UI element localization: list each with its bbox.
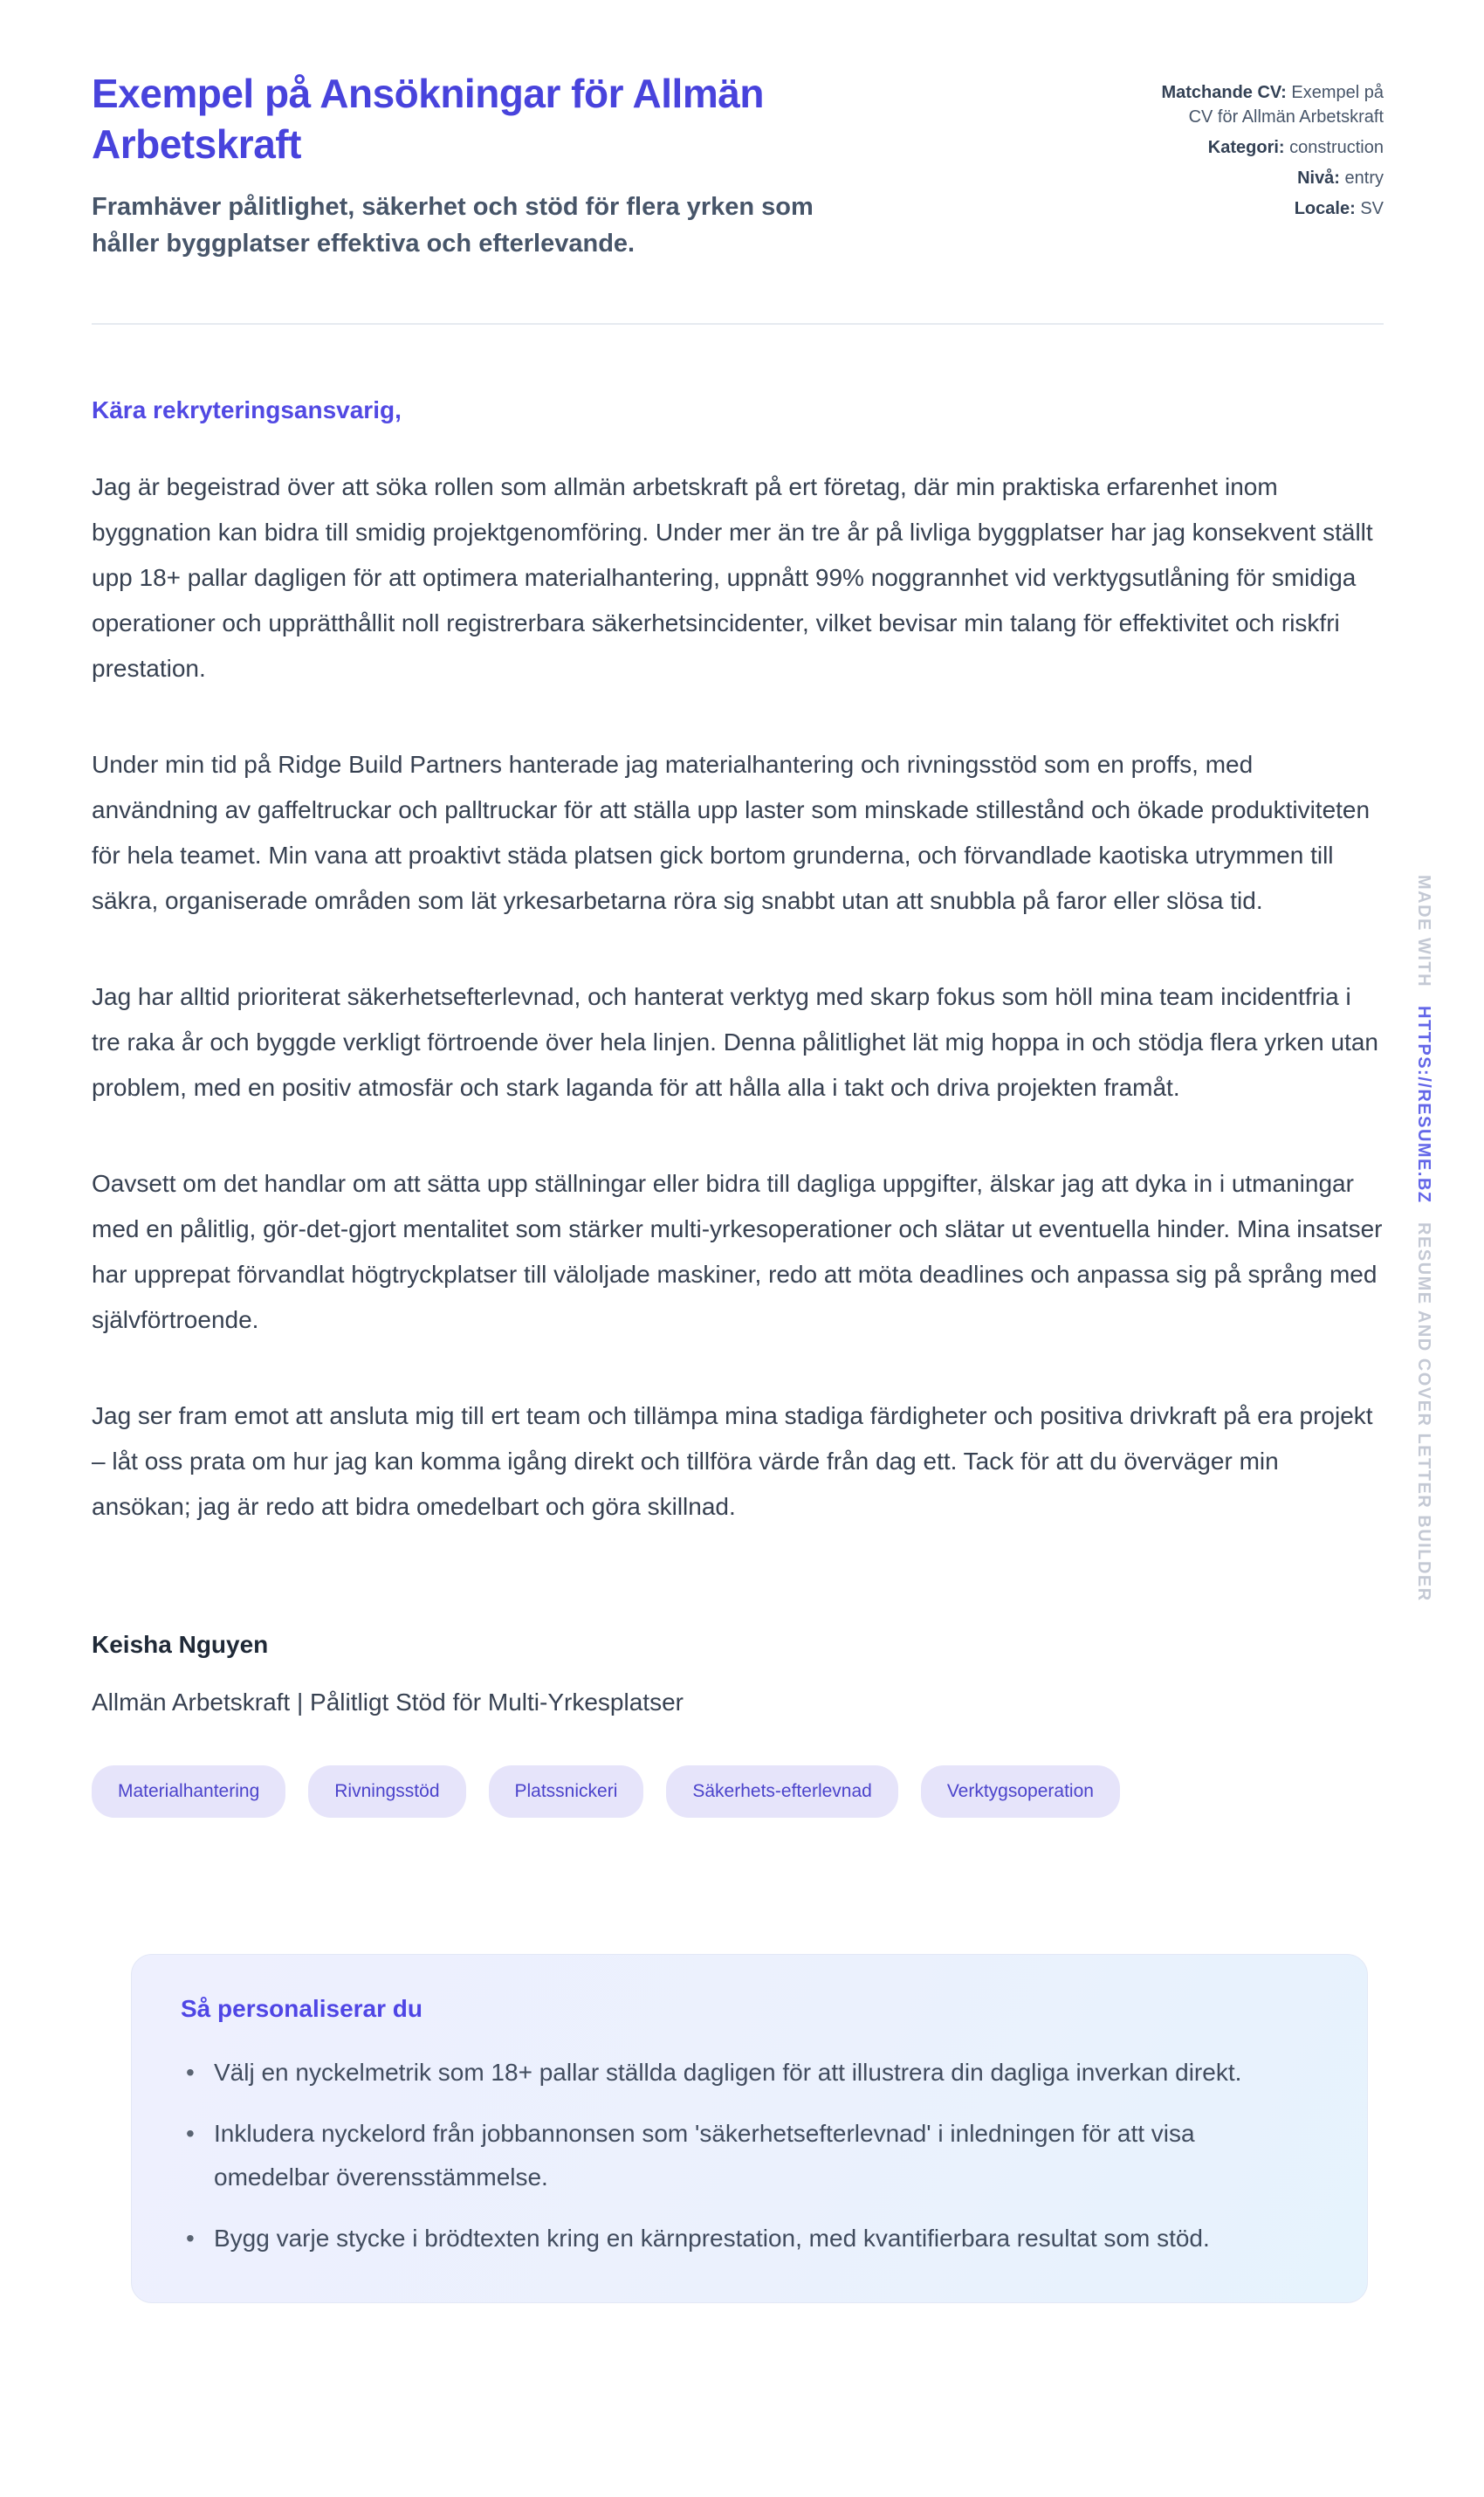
tip-item: • Välj en nyckelmetrik som 18+ pallar ställda dagligen för att illustrera din dagliga inverkan direkt. (181, 2051, 1263, 2095)
page-title: Exempel på Ansökningar för Allmän Arbetskraft (92, 71, 764, 167)
meta-value: entry (1344, 169, 1384, 188)
tag-pill: Rivningsstöd (308, 1765, 465, 1818)
letter-greeting: Kära rekryteringsansvarig, (92, 396, 402, 423)
tips-card (131, 1954, 1368, 2303)
meta-row-category (1146, 135, 1384, 160)
tag-pill: Säkerhets-efterlevnad (666, 1765, 897, 1818)
letter-paragraph: Under min tid på Ridge Build Partners hanterade jag materialhantering och rivningsstöd som en proffs, med användning av gaffeltruckar och palltruckar för att ställa upp laster som minskade stillestånd och ökade produktiviteten för hela teamet. Min vana att proaktivt städa platsen gick bortom grunderna, och förvandlade kaotiska utrymmen till säkra, organiserade områden som lät yrkesarbetarna röra sig snabbt utan att snubbla på faror eller slösa tid. (92, 751, 1371, 914)
cover-letter (92, 388, 1384, 2303)
tip-item: • Bygg varje stycke i brödtexten kring en kärnprestation, med kvantifierbara resultat som stöd. (181, 2217, 1263, 2260)
page-subtitle: Framhäver pålitlighet, säkerhet och stöd för flera yrken som håller byggplatser effektiva och efterlevande. (92, 193, 814, 258)
tags-list (92, 1765, 1384, 1818)
meta-value: SV (1360, 199, 1384, 218)
tips-list (181, 2051, 1311, 2260)
signature-name: Keisha Nguyen (92, 1631, 269, 1658)
meta-row-level (1146, 166, 1384, 190)
letter-paragraph: Oavsett om det handlar om att sätta upp ställningar eller bidra till dagliga uppgifter, älskar jag att dyka in i utmaningar med en pålitlig, gör-det-gjort mentalitet som stärker multi-yrkesoperationer och slätar ut eventuella hinder. Mina insatser har upprepat förvandlat högtryckplatser till väloljade maskiner, redo att möta deadlines och anpassa sig på språng med självförtroende. (92, 1170, 1383, 1333)
tag-pill: Materialhantering (92, 1765, 285, 1818)
letter-paragraph: Jag är begeistrad över att söka rollen som allmän arbetskraft på ert företag, där min praktiska erfarenhet inom byggnation kan bidra till smidig projektgenomföring. Under mer än tre år på livliga byggplatser har jag konsekvent ställt upp 18+ pallar dagligen för att optimera materialhantering, uppnått 99% noggrannhet vid verktygsutlåning för smidiga operationer och upprätthållit noll registrerbara säkerhetsincidenter, vilket bevisar min talang för effektivitet och riskfri prestation. (92, 473, 1373, 682)
meta-row-locale (1146, 196, 1384, 221)
signature-role: Allmän Arbetskraft | Pålitligt Stöd för Multi-Yrkesplatser (92, 1689, 684, 1716)
tag-pill: Platssnickeri (489, 1765, 644, 1818)
meta-value: Exempel på CV för Allmän Arbetskraft (1188, 83, 1384, 127)
meta-label: Nivå: (1297, 169, 1340, 188)
meta-label: Kategori: (1207, 138, 1285, 157)
watermark-suffix: RESUME AND COVER LETTER BUILDER (1414, 1221, 1433, 1602)
tips-heading: Så personaliserar du (181, 1995, 423, 2022)
meta-value: construction (1289, 138, 1384, 157)
watermark (1413, 869, 1433, 1607)
watermark-link[interactable]: HTTPS://RESUME.BZ (1414, 1006, 1433, 1204)
meta-row-matching-cv (1146, 80, 1384, 129)
header-divider (92, 323, 1384, 325)
tip-item: • Inkludera nyckelord från jobbannonsen som 'säkerhetsefterlevnad' i inledningen för att visa omedelbar överensstämmelse. (181, 2112, 1263, 2199)
letter-paragraph: Jag ser fram emot att ansluta mig till ert team och tillämpa mina stadiga färdigheter och positiva drivkraft på era projekt – låt oss prata om hur jag kan komma igång direkt och tillföra värde från dag ett. Tack för att du överväger min ansökan; jag är redo att bidra omedelbart och göra skillnad. (92, 1402, 1373, 1520)
meta-block (1146, 80, 1384, 227)
meta-label: Locale: (1294, 199, 1356, 218)
tag-pill: Verktygsoperation (921, 1765, 1120, 1818)
header (92, 68, 1384, 325)
watermark-prefix: MADE WITH (1414, 875, 1433, 988)
letter-paragraph: Jag har alltid prioriterat säkerhetsefterlevnad, och hanterat verktyg med skarp fokus som höll mina team incidentfria i tre raka år och byggde verkligt förtroende över hela linjen. Denna pålitlighet lät mig hoppa in och stödja flera yrken utan problem, med en positiv atmosfär och stark laganda för att hålla alla i takt och driva projekten framåt. (92, 983, 1378, 1101)
meta-label: Matchande CV: (1161, 83, 1287, 102)
